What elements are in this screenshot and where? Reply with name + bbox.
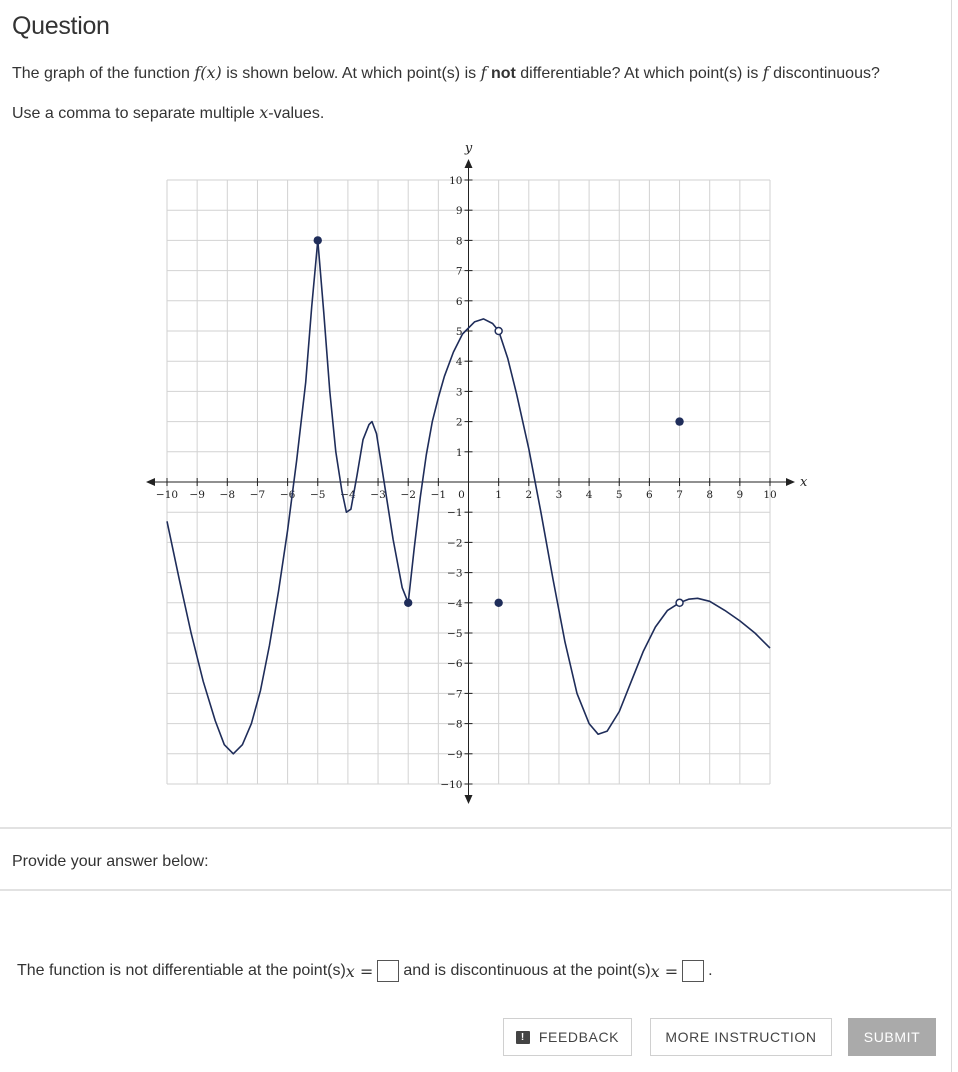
y-tick-label: −6	[447, 658, 463, 671]
prompt-bold-not: not	[490, 65, 516, 82]
answer-var-1: x =	[345, 961, 374, 981]
answer-label: Provide your answer below:	[12, 853, 209, 870]
y-tick-label: 10	[449, 175, 463, 187]
x-tick-label: −6	[279, 489, 296, 501]
prompt-text-2: is shown below. At which point(s) is	[221, 65, 481, 82]
y-tick-label: −4	[447, 597, 463, 610]
x-tick-label: −9	[189, 489, 205, 501]
answer-text-1: The function is not differentiable at the point(s)	[17, 962, 346, 979]
closed-point	[404, 599, 412, 607]
instructions-x: x	[259, 103, 269, 122]
closed-point	[494, 599, 502, 607]
y-tick-label: 7	[455, 265, 463, 278]
y-axis-arrow-down	[465, 795, 473, 804]
x-tick-label: 4	[585, 489, 593, 501]
prompt-fx: f(x)	[194, 63, 222, 82]
x-tick-label: −1	[430, 489, 447, 501]
y-tick-label: −7	[447, 688, 463, 701]
section-divider-bottom	[0, 889, 952, 891]
discontinuous-input[interactable]	[682, 960, 704, 982]
y-tick-label: 5	[455, 326, 463, 338]
x-tick-label: 6	[646, 489, 653, 501]
y-tick-label: 8	[455, 235, 463, 248]
feedback-label: FEEDBACK	[538, 1029, 620, 1045]
y-tick-label: −5	[447, 628, 463, 640]
x-tick-label: 10	[763, 489, 777, 501]
x-tick-label: −7	[249, 489, 266, 501]
prompt-text-1: The graph of the function	[12, 65, 195, 82]
prompt-f-1: f	[480, 63, 487, 82]
more-instruction-button[interactable]: MORE INSTRUCTION	[650, 1018, 832, 1056]
x-tick-label: 0	[458, 489, 465, 501]
x-axis-arrow-right	[786, 478, 795, 486]
x-tick-label: 2	[525, 489, 533, 501]
y-axis-label: y	[464, 141, 473, 156]
instructions-text-1: Use a comma to separate multiple	[12, 105, 260, 122]
submit-button[interactable]: SUBMIT	[848, 1018, 936, 1056]
x-tick-label: 1	[495, 489, 502, 501]
x-axis-label: x	[800, 475, 808, 490]
y-tick-label: −10	[440, 779, 463, 791]
y-tick-label: −1	[447, 507, 463, 520]
y-tick-label: 4	[455, 356, 463, 369]
x-tick-label: 5	[615, 489, 623, 501]
x-tick-label: −4	[340, 489, 356, 501]
y-tick-label: 3	[455, 386, 463, 399]
instructions-text-2: -values.	[268, 105, 325, 122]
prompt-text-3: differentiable? At which point(s) is	[515, 65, 763, 82]
x-tick-label: 3	[555, 489, 563, 501]
x-tick-label: −10	[155, 489, 179, 501]
y-tick-label: 2	[455, 416, 463, 429]
question-title: Question	[12, 12, 110, 40]
x-axis-arrow-left	[146, 478, 155, 486]
answer-var-2: x =	[650, 961, 679, 981]
answer-text-2: and is discontinuous at the point(s)	[403, 962, 651, 979]
answer-period: .	[708, 962, 713, 979]
prompt-text-4: discontinuous?	[768, 65, 880, 82]
y-tick-label: 9	[455, 205, 463, 218]
y-tick-label: 6	[455, 295, 463, 308]
prompt-f-2: f	[762, 63, 769, 82]
feedback-button[interactable]	[503, 1018, 632, 1056]
closed-point	[314, 236, 322, 244]
x-tick-label: 9	[736, 489, 744, 501]
x-tick-label: −3	[370, 489, 386, 501]
y-axis-arrow-up	[465, 159, 473, 168]
x-tick-label: −8	[219, 489, 236, 501]
y-tick-label: 1	[455, 446, 463, 459]
y-tick-label: −2	[447, 537, 463, 550]
feedback-icon: !	[516, 1031, 530, 1044]
x-tick-label: −5	[310, 489, 326, 501]
section-divider-top	[0, 827, 952, 829]
x-tick-label: 7	[676, 489, 683, 501]
x-tick-label: 8	[706, 489, 714, 501]
closed-point	[675, 417, 683, 425]
x-tick-label: −2	[400, 489, 416, 501]
y-tick-label: −3	[447, 567, 463, 580]
y-tick-label: −9	[447, 748, 463, 761]
open-point	[495, 328, 502, 335]
y-tick-label: −8	[447, 718, 463, 731]
answer-sentence	[17, 960, 713, 982]
function-curve-segment	[680, 598, 771, 648]
open-point	[676, 599, 683, 606]
not-differentiable-input[interactable]	[377, 960, 399, 982]
